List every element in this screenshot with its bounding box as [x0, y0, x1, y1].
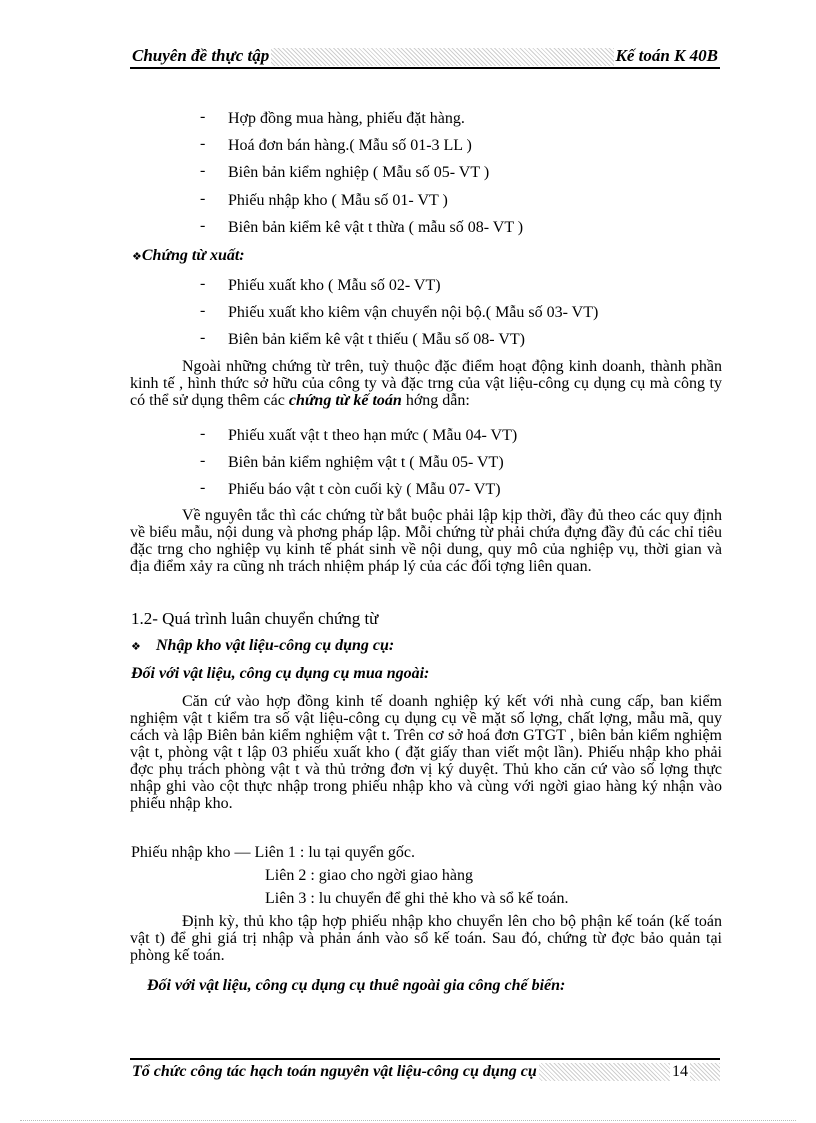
header-right-title: Kế toán K 40B	[615, 46, 718, 65]
lien-3-line: Liên 3 : lu chuyển để ghi thẻ kho và sổ kế toán.	[265, 890, 569, 907]
lien-1-line: Phiếu nhập kho — Liên 1 : lu tại quyển gốc.	[131, 844, 415, 861]
paragraph-periodic: Định kỳ, thủ kho tập hợp phiếu nhập kho chuyển lên cho bộ phận kế toán (kế toán vật t) để ghi giá trị nhập và phản ánh vào sổ kế toán. Sau đó, chứng từ đợc bảo quản tại phòng kế toán.	[130, 913, 722, 964]
header-rule	[130, 67, 720, 69]
page-header	[130, 44, 720, 70]
header-left-title: Chuyên đề thực tập	[132, 46, 270, 65]
diamond-bullet-icon: ❖	[131, 640, 141, 653]
subsection-nhap-kho: ❖ Nhập kho vật liệu-công cụ dụng cụ:	[131, 636, 394, 657]
page-footer	[130, 1058, 720, 1084]
heading-gia-cong: Đối với vật liệu, công cụ dụng cụ thuê ngoài gia công chế biến:	[147, 977, 566, 994]
paragraph-other-documents: Ngoài những chứng từ trên, tuỳ thuộc đặc điểm hoạt động kinh doanh, thành phần kinh tế , hình thức sở hữu của công ty và đặc trng của vật liệu-công cụ dụng cụ mà công ty có thể sử dụng thêm các chứng từ kế toán hớng dẫn:	[130, 358, 722, 409]
footer-title: Tổ chức công tác hạch toán nguyên vật liệu-công cụ dụng cụ	[132, 1063, 537, 1080]
paragraph-procedure: Căn cứ vào hợp đồng kinh tế doanh nghiệp ký kết với nhà cung cấp, ban kiểm nghiệm vật t kiểm tra số vật liệu-công cụ dụng cụ về mặt số lợng, chất lợng, mẫu mã, quy cách và lập Biên bản kiểm nghiệm vật t. Trên cơ sở hoá đơn GTGT , biên bản kiểm nghiệm vật t, phòng vật t lập 03 phiếu xuất kho ( đặt giấy than viết một lần). Phiếu nhập kho phải đợc phụ trách phòng vật t và thủ trởng đơn vị ký duyệt. Thủ kho căn cứ vào số lợng thực nhập ghi vào cột thực nhập trong phiếu nhập kho và cùng với ngời giao hàng ký nhận vào phiếu nhập kho.	[130, 693, 722, 812]
page-number: 14	[672, 1063, 688, 1080]
heading-mua-ngoai: Đối với vật liệu, công cụ dụng cụ mua ngoài:	[131, 665, 430, 682]
page-bottom-dotted-line	[20, 1120, 796, 1121]
diamond-bullet-icon: ❖	[132, 250, 142, 263]
footer-rule	[130, 1058, 720, 1060]
section-chung-tu-xuat: ❖Chứng từ xuất:	[132, 247, 245, 264]
lien-2-line: Liên 2 : giao cho ngời giao hàng	[265, 867, 473, 884]
paragraph-principles: Về nguyên tắc thì các chứng từ bắt buộc phải lập kịp thời, đầy đủ theo các quy định về biểu mẫu, nội dung và phơng pháp lập. Mỗi chứng từ phải chứa đựng đầy đủ các chỉ tiêu đặc trng cho nghiệp vụ kinh tế phát sinh về nội dung, quy mô của nghiệp vụ, thời gian và địa điểm xảy ra cũng nh trách nhiệm pháp lý của các đối tợng liên quan.	[130, 507, 722, 575]
section-heading-1-2: 1.2- Quá trình luân chuyển chứng từ	[131, 609, 379, 628]
